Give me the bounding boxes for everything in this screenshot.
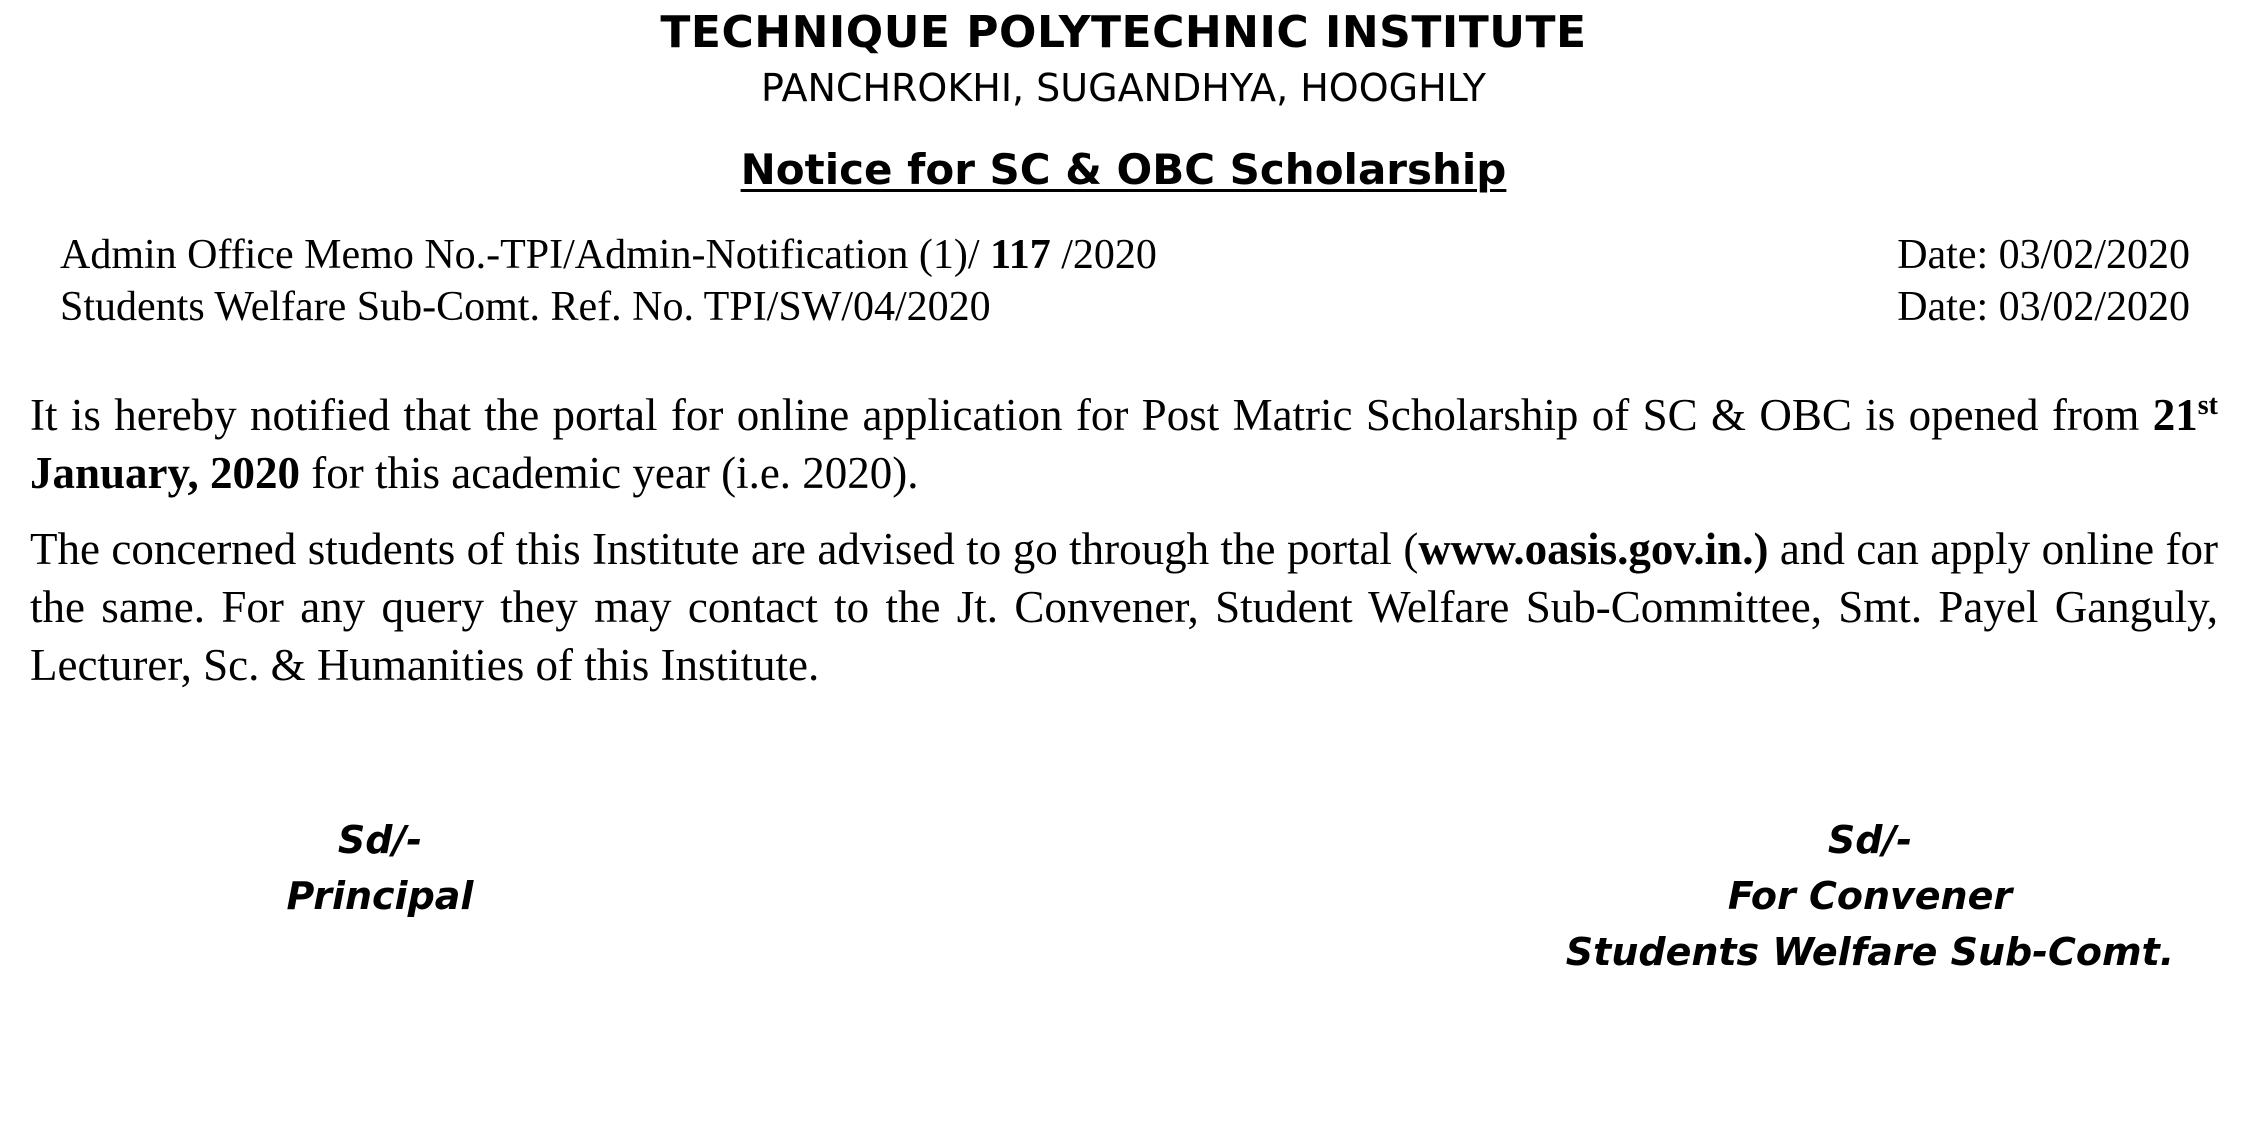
welfare-reference: Students Welfare Sub-Comt. Ref. No. TPI/SW/04/2020 — [60, 284, 991, 330]
convener-line-1: For Convener — [1727, 874, 2013, 918]
notice-title: Notice for SC & OBC Scholarship — [740, 145, 1507, 194]
memo-reference — [60, 228, 1157, 282]
portal-url: www.oasis.gov.in.) — [1418, 524, 1769, 574]
principal-sd-mark: Sd/- — [337, 818, 423, 862]
memo-suffix: /2020 — [1050, 232, 1157, 278]
notice-paragraph-1 — [30, 386, 2218, 502]
convener-signature — [1540, 812, 2200, 980]
p1-text-start: It is hereby notified that the portal for online application for Post Matric Scholarship of SC & OBC is opened from — [30, 390, 2153, 440]
p1-date-rest: January, 2020 — [30, 448, 301, 498]
p2-text-start: The concerned students of this Institute are advised to go through the portal ( — [30, 524, 1419, 574]
convener-sd-mark: Sd/- — [1827, 818, 1913, 862]
memo-date: Date: 03/02/2020 — [1897, 232, 2190, 278]
institute-address: PANCHROKHI, SUGANDHYA, HOOGHLY — [761, 66, 1486, 110]
welfare-date: Date: 03/02/2020 — [1897, 284, 2190, 330]
p1-day: 21 — [2152, 390, 2198, 440]
p1-day-suffix: st — [2197, 390, 2218, 421]
principal-title: Principal — [286, 874, 474, 918]
welfare-reference-row — [60, 280, 2190, 334]
p2-text-end: and can apply online for the same. For any query they may contact to the Jt. Convener, Student Welfare Sub-Committee, Smt. Payel Ganguly, Lecturer, Sc. & Humanities of this Institute. — [30, 524, 2219, 690]
memo-reference-row — [60, 228, 2190, 282]
memo-prefix: Admin Office Memo No.-TPI/Admin-Notification (1)/ — [60, 232, 991, 278]
notice-paragraph-2 — [30, 520, 2218, 694]
convener-line-2: Students Welfare Sub-Comt. — [1565, 930, 2175, 974]
principal-signature — [230, 812, 530, 924]
memo-number: 117 — [990, 232, 1051, 278]
institute-name: TECHNIQUE POLYTECHNIC INSTITUTE — [660, 7, 1587, 58]
p1-text-end: for this academic year (i.e. 2020). — [300, 448, 919, 498]
